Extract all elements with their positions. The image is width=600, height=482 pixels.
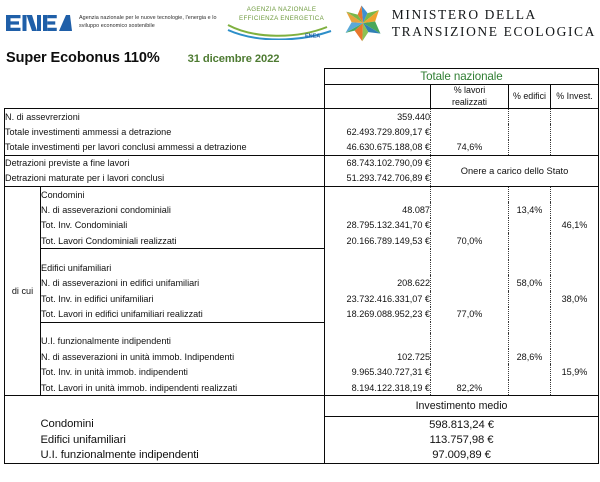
row-value: 359.440: [325, 109, 431, 125]
section-spacer-lavori: [431, 186, 509, 202]
section-spacer-invest: [551, 186, 599, 202]
row-pct-lavori: 82,2%: [431, 380, 509, 396]
row-pct-lavori: [431, 364, 509, 380]
header-spacer-left: [5, 69, 41, 85]
row-pct-edifici: 58,0%: [509, 275, 551, 291]
section-spacer-lavori: [431, 333, 509, 349]
row-pct-edifici: [509, 291, 551, 307]
group-header-totale-nazionale: Totale nazionale: [325, 69, 599, 85]
row-value: 20.166.789.149,53 €: [325, 233, 431, 249]
row-value: 9.965.340.727,31 €: [325, 364, 431, 380]
row-pct-lavori: [431, 275, 509, 291]
ministero-line1: MINISTERO DELLA: [391, 6, 537, 22]
row-pct-invest: 38,0%: [551, 291, 599, 307]
gap-invest: [551, 322, 599, 333]
footer-row-label: U.I. funzionalmente indipendenti: [41, 448, 325, 464]
column-header-lavori-realizzati: [431, 85, 509, 109]
footer-row-value: 598.813,24 €: [325, 417, 599, 433]
row-pct-edifici: 13,4%: [509, 202, 551, 218]
footer-spacer-label: [41, 396, 325, 417]
row-pct-invest: [551, 124, 599, 140]
section-title: Edifici unifamiliari: [41, 260, 325, 276]
row-pct-invest: [551, 349, 599, 365]
section-spacer-edifici: [509, 333, 551, 349]
row-pct-edifici: [509, 364, 551, 380]
section-spacer-value: [325, 333, 431, 349]
row-pct-edifici: [509, 233, 551, 249]
column-header-values: [325, 85, 431, 109]
agenzia-efficienza-line1: AGENZIA NAZIONALE: [246, 6, 317, 14]
table-row: [5, 124, 599, 140]
row-label: Detrazioni previste a fine lavori: [5, 155, 325, 171]
section-spacer-lavori: [431, 260, 509, 276]
section-title: Condomini: [41, 186, 325, 202]
row-pct-edifici: [509, 140, 551, 156]
footer-row-spacer: [5, 448, 41, 464]
row-value: 23.732.416.331,07 €: [325, 291, 431, 307]
column-header-lavori-line2: realizzati: [451, 96, 488, 107]
row-value: 46.630.675.188,08 €: [325, 140, 431, 156]
enea-logo-block: [6, 12, 224, 34]
ministero-title: [392, 6, 596, 41]
data-sheet: [4, 68, 598, 464]
table-row: [5, 140, 599, 156]
section-spacer-edifici: [509, 186, 551, 202]
section-title: U.I. funzionalmente indipendenti: [41, 333, 325, 349]
row-label: N. di asseverazioni condominiali: [41, 202, 325, 218]
row-pct-invest: [551, 202, 599, 218]
column-header-edifici: % edifici: [509, 85, 551, 109]
section-title-row: [5, 260, 599, 276]
state-note-cell: Onere a carico dello Stato: [431, 155, 599, 186]
row-pct-edifici: [509, 124, 551, 140]
row-pct-lavori: [431, 291, 509, 307]
row-value: 62.493.729.809,17 €: [325, 124, 431, 140]
row-pct-lavori: [431, 349, 509, 365]
gap-value: [325, 322, 431, 333]
table-row: [5, 291, 599, 307]
table-row: [5, 307, 599, 323]
section-spacer-invest: [551, 260, 599, 276]
table-row: [5, 275, 599, 291]
column-header-invest: % Invest.: [551, 85, 599, 109]
row-label: Totale investimenti ammessi a detrazione: [5, 124, 325, 140]
row-pct-invest: 46,1%: [551, 218, 599, 234]
enea-tagline: Agenzia nazionale per le nuove tecnologie, l'energia e lo sviluppo economico sostenibile: [79, 15, 217, 29]
row-pct-invest: [551, 380, 599, 396]
header-spacer-left-2: [5, 85, 41, 109]
row-pct-invest: [551, 307, 599, 323]
row-pct-edifici: [509, 380, 551, 396]
footer-row-label: Condomini: [41, 417, 325, 433]
row-pct-edifici: 28,6%: [509, 349, 551, 365]
row-pct-lavori: [431, 124, 509, 140]
footer-row-value: 97.009,89 €: [325, 448, 599, 464]
swoosh-icon: [227, 22, 337, 40]
footer-row-label: Edifici unifamiliari: [41, 432, 325, 448]
row-value: 18.269.088.952,23 €: [325, 307, 431, 323]
footer-row: [5, 417, 599, 433]
ministero-logo-block: [343, 4, 596, 42]
row-pct-invest: [551, 109, 599, 125]
svg-text:ENEA: ENEA: [304, 33, 320, 40]
pinwheel-star-icon: [343, 4, 383, 42]
row-value: 208.622: [325, 275, 431, 291]
row-value: 48.087: [325, 202, 431, 218]
section-spacer-invest: [551, 333, 599, 349]
table-row: [5, 380, 599, 396]
gap-lavori: [431, 322, 509, 333]
row-label: N. di asseverazioni in edifici unifamiliari: [41, 275, 325, 291]
header-spacer-label: [41, 69, 325, 85]
enea-logo: [6, 12, 72, 34]
footer-row: [5, 448, 599, 464]
table-row: [5, 349, 599, 365]
row-label: Totale investimenti per lavori conclusi ammessi a detrazione: [5, 140, 325, 156]
row-pct-lavori: [431, 218, 509, 234]
table-row: [5, 364, 599, 380]
table-header-columns-row: [5, 85, 599, 109]
row-pct-lavori: 74,6%: [431, 140, 509, 156]
table-header-group-row: [5, 69, 599, 85]
row-value: 28.795.132.341,70 €: [325, 218, 431, 234]
header-spacer-label-2: [41, 85, 325, 109]
row-label: Tot. Lavori Condominiali realizzati: [41, 233, 325, 249]
row-pct-edifici: [509, 109, 551, 125]
report-date: 31 dicembre 2022: [187, 53, 280, 65]
di-cui-label: di cui: [5, 186, 41, 395]
gap-lavori: [431, 249, 509, 260]
gap-invest: [551, 249, 599, 260]
ecobonus-table: [4, 68, 599, 464]
agenzia-efficienza-logo-block: [224, 6, 338, 40]
row-pct-invest: [551, 233, 599, 249]
row-label: Tot. Lavori in edifici unifamiliari realizzati: [41, 307, 325, 323]
agenzia-efficienza-line2: EFFICIENZA ENERGETICA: [239, 14, 325, 22]
section-spacer-edifici: [509, 260, 551, 276]
gap-edifici: [509, 322, 551, 333]
row-pct-invest: [551, 275, 599, 291]
row-pct-lavori: [431, 109, 509, 125]
row-pct-invest: 15,9%: [551, 364, 599, 380]
row-pct-lavori: [431, 202, 509, 218]
gap-edifici: [509, 249, 551, 260]
section-spacer-value: [325, 186, 431, 202]
row-value: 102.725: [325, 349, 431, 365]
row-label: Tot. Inv. in unità immob. indipendenti: [41, 364, 325, 380]
footer-row-spacer: [5, 432, 41, 448]
section-gap-row: [5, 249, 599, 260]
table-row: [5, 202, 599, 218]
gap-value: [325, 249, 431, 260]
gap-label: [41, 322, 325, 333]
table-row: [5, 233, 599, 249]
column-header-lavori-line1: % lavori: [453, 85, 486, 96]
footer-row-value: 113.757,98 €: [325, 432, 599, 448]
footer-header-investimento-medio: Investimento medio: [325, 396, 599, 417]
row-pct-lavori: 70,0%: [431, 233, 509, 249]
gap-label: [41, 249, 325, 260]
footer-row: [5, 432, 599, 448]
row-value: 51.293.742.706,89 €: [325, 171, 431, 187]
logo-header-bar: [0, 0, 600, 46]
row-label: Tot. Lavori in unità immob. indipendenti realizzati: [41, 380, 325, 396]
section-gap-row: [5, 322, 599, 333]
row-label: Tot. Inv. in edifici unifamiliari: [41, 291, 325, 307]
section-spacer-value: [325, 260, 431, 276]
row-label: Tot. Inv. Condominiali: [41, 218, 325, 234]
table-row: [5, 218, 599, 234]
row-label: Detrazioni maturate per i lavori conclusi: [5, 171, 325, 187]
row-value: 68.743.102.790,09 €: [325, 155, 431, 171]
page-title: Super Ecobonus 110%: [6, 50, 160, 66]
footer-row-spacer: [5, 417, 41, 433]
row-pct-invest: [551, 140, 599, 156]
title-row: [0, 46, 600, 68]
row-pct-edifici: [509, 307, 551, 323]
ministero-line2: TRANSIZIONE ECOLOGICA: [391, 24, 596, 39]
table-row: [5, 155, 599, 171]
table-row: [5, 109, 599, 125]
section-title-row: [5, 333, 599, 349]
row-label: N. di assevrerzioni: [5, 109, 325, 125]
section-title-row: [5, 186, 599, 202]
row-label: N. di asseverazioni in unità immob. Indipendenti: [41, 349, 325, 365]
footer-spacer-left: [5, 396, 41, 417]
row-pct-lavori: 77,0%: [431, 307, 509, 323]
footer-header-row: [5, 396, 599, 417]
row-value: 8.194.122.318,19 €: [325, 380, 431, 396]
row-pct-edifici: [509, 218, 551, 234]
